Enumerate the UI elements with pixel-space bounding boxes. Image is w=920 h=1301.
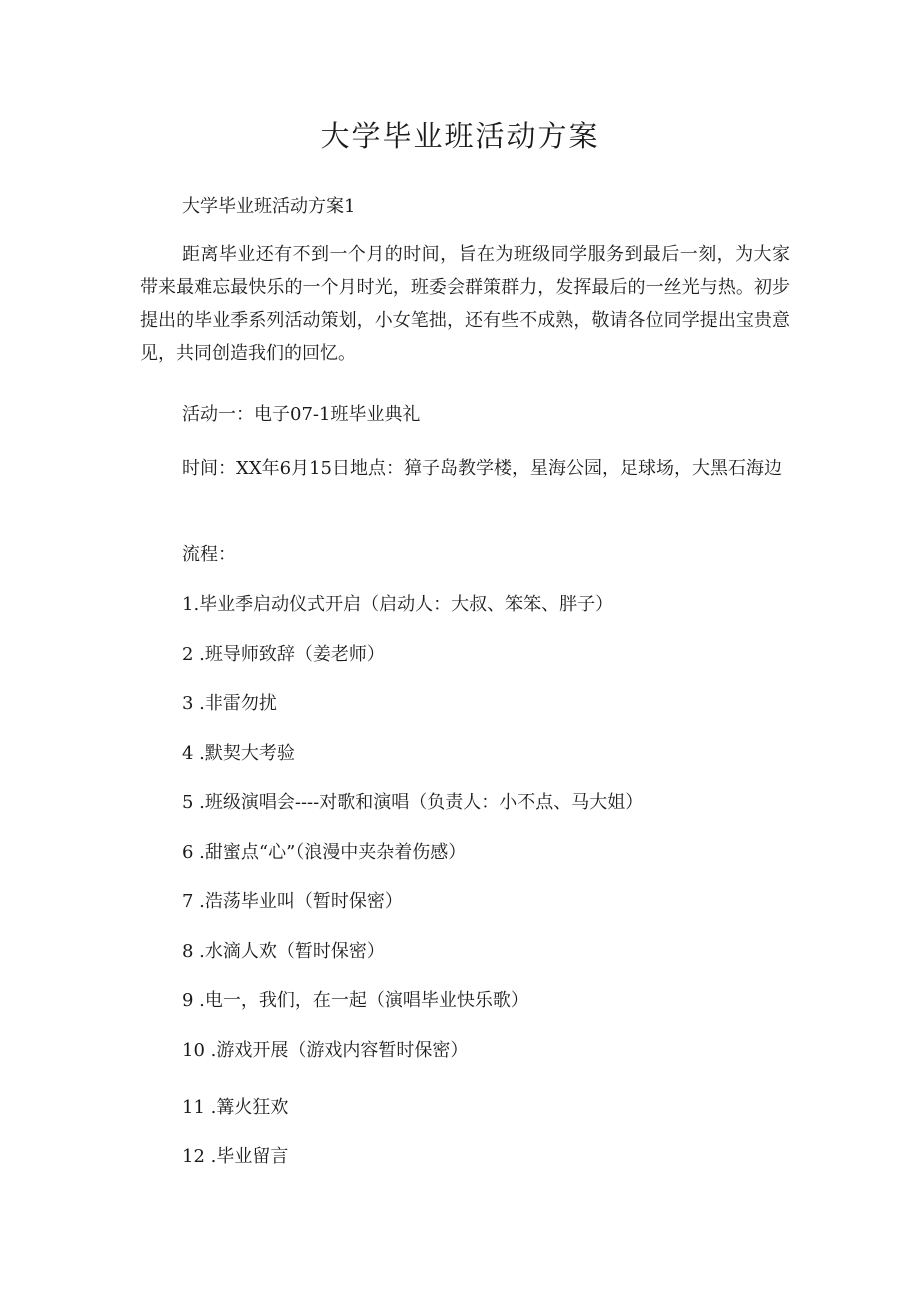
process-step: 4 .默契大考验: [182, 743, 295, 764]
process-step: 7 .浩荡毕业叫（暂时保密）: [182, 891, 403, 912]
process-step: 11 .篝火狂欢: [182, 1097, 289, 1118]
section-subtitle: 大学毕业班活动方案1: [182, 196, 356, 217]
process-step: 5 .班级演唱会----对歌和演唱（负责人：小不点、马大姐）: [182, 792, 644, 813]
intro-paragraph: 距离毕业还有不到一个月的时间，旨在为班级同学服务到最后一刻，为大家带来最难忘最快乐的一个月时光，班委会群策群力，发挥最后的一丝光与热。初步提出的毕业季系列活动策划，小女笔拙，还有些不成熟，敬请各位同学提出宝贵意见，共同创造我们的回忆。: [140, 244, 790, 364]
process-step: 2 .班导师致辞（姜老师）: [182, 644, 385, 665]
time-place-paragraph: 时间：XX年6月15日地点：獐子岛教学楼，星海公园，足球场，大黑石海边: [182, 458, 782, 479]
process-step: 1.毕业季启动仪式开启（启动人：大叔、笨笨、胖子）: [182, 594, 614, 615]
process-step: 8 .水滴人欢（暂时保密）: [182, 941, 385, 962]
process-step: 3 .非雷勿扰: [182, 693, 277, 714]
process-step: 12 .毕业留言: [182, 1146, 289, 1167]
document-title: 大学毕业班活动方案: [320, 119, 600, 153]
process-step: 10 .游戏开展（游戏内容暂时保密）: [182, 1040, 469, 1061]
process-step: 9 .电一，我们，在一起（演唱毕业快乐歌）: [182, 990, 529, 1011]
process-label: 流程：: [182, 544, 236, 565]
process-step: 6 .甜蜜点“心”（浪漫中夹杂着伤感）: [182, 842, 467, 863]
activity-heading: 活动一：电子07-1班毕业典礼: [182, 404, 421, 425]
